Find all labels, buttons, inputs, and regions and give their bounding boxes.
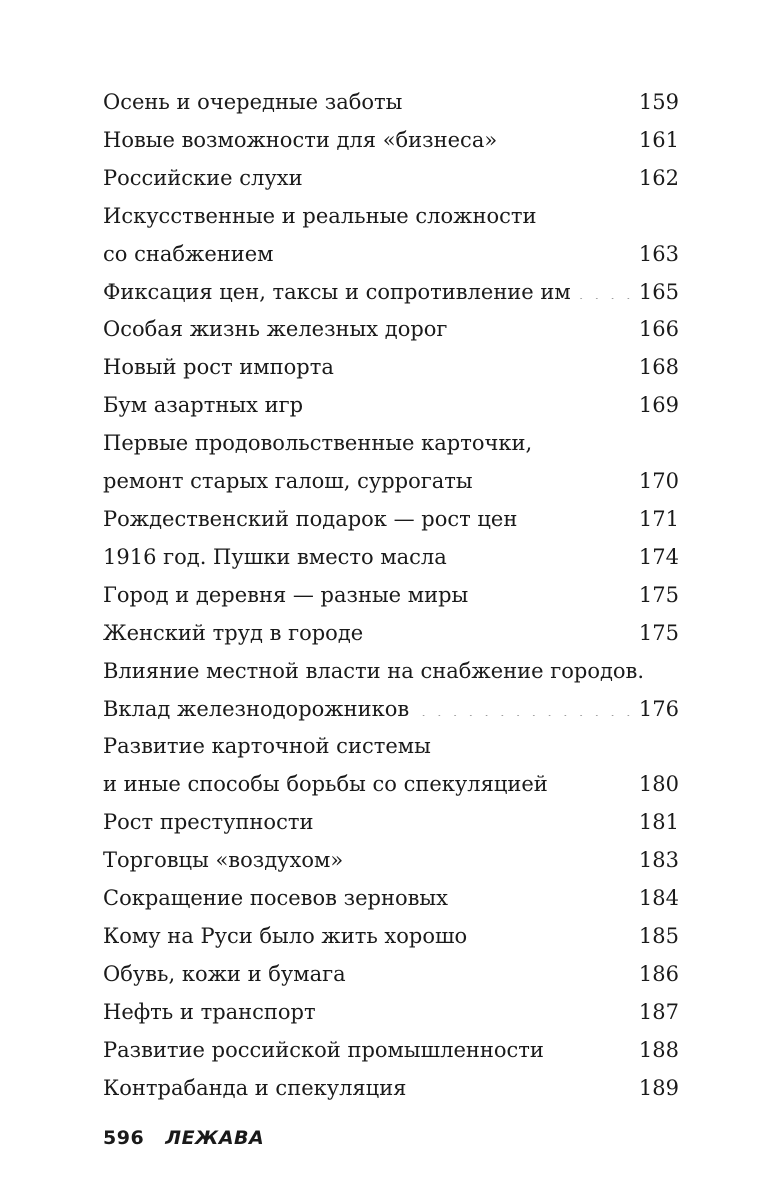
toc-entry-row bbox=[103, 501, 679, 539]
toc-entry-row bbox=[103, 691, 679, 729]
toc-entry-page-number: 181 bbox=[638, 810, 679, 835]
toc-entry-row bbox=[103, 766, 679, 804]
toc-entry-title: Новый рост импорта bbox=[103, 355, 334, 380]
toc-entry-page-number: 171 bbox=[638, 506, 679, 531]
dot-leader bbox=[476, 581, 633, 602]
toc-entry-title: Новые возможности для «бизнеса» bbox=[103, 127, 498, 152]
toc-entry bbox=[103, 1032, 679, 1070]
dot-leader bbox=[417, 695, 633, 716]
dot-leader bbox=[282, 240, 633, 261]
toc-entry-page-number: 176 bbox=[638, 696, 679, 721]
toc-entry-row bbox=[103, 84, 679, 122]
toc-entry-page-number: 161 bbox=[638, 127, 679, 152]
dot-leader bbox=[552, 1036, 633, 1057]
dot-leader bbox=[475, 922, 633, 943]
toc-entry-row bbox=[103, 956, 679, 994]
toc-entry-row bbox=[103, 994, 679, 1032]
footer-author: ЛЕЖАВА bbox=[165, 1127, 265, 1149]
toc-entry-row bbox=[103, 387, 679, 425]
toc-entry-title: Российские слухи bbox=[103, 165, 303, 190]
toc-entry-title: Женский труд в городе bbox=[103, 620, 364, 645]
toc-entry bbox=[103, 349, 679, 387]
toc-entry-title: Контрабанда и спекуляция bbox=[103, 1075, 407, 1100]
dot-leader bbox=[342, 353, 633, 374]
dot-leader bbox=[351, 846, 633, 867]
toc-entry bbox=[103, 956, 679, 994]
dot-leader bbox=[525, 505, 633, 526]
toc-entry-title-line: Влияние местной власти на снабжение городов. bbox=[103, 658, 645, 683]
toc-entry bbox=[103, 198, 679, 274]
dot-leader bbox=[410, 88, 633, 109]
toc-entry-page-number: 165 bbox=[638, 279, 679, 304]
dot-leader bbox=[556, 770, 633, 791]
toc-entry-title: Развитие российской промышленности bbox=[103, 1037, 544, 1062]
toc-entry-page-number: 183 bbox=[638, 848, 679, 873]
toc-entry bbox=[103, 425, 679, 501]
toc-entry-row bbox=[103, 311, 679, 349]
toc-entry-page-number: 168 bbox=[638, 355, 679, 380]
toc-entry bbox=[103, 880, 679, 918]
toc-entry-row bbox=[103, 804, 679, 842]
toc-entry-title: Кому на Руси было жить хорошо bbox=[103, 923, 468, 948]
toc-entry-title: ремонт старых галош, суррогаты bbox=[103, 469, 473, 494]
toc-entry bbox=[103, 1070, 679, 1108]
dot-leader bbox=[456, 884, 633, 905]
toc-entry-row bbox=[103, 918, 679, 956]
toc-entry bbox=[103, 804, 679, 842]
dot-leader bbox=[354, 960, 633, 981]
toc-entry-row bbox=[103, 236, 679, 274]
toc-entry-row bbox=[103, 615, 679, 653]
toc-entry-page-number: 185 bbox=[638, 923, 679, 948]
toc-entry-title: 1916 год. Пушки вместо масла bbox=[103, 544, 447, 569]
toc-entry-title: Вклад железнодорожников bbox=[103, 696, 410, 721]
dot-leader bbox=[324, 998, 633, 1019]
toc-entry bbox=[103, 311, 679, 349]
toc-entry-page-number: 170 bbox=[638, 469, 679, 494]
toc-entry-page-number: 162 bbox=[638, 165, 679, 190]
footer-page-number: 596 bbox=[103, 1127, 145, 1149]
toc-entry bbox=[103, 728, 679, 804]
toc-entry-page-number: 175 bbox=[638, 620, 679, 645]
toc-entry-page-number: 184 bbox=[638, 886, 679, 911]
toc-entry-title: Бум азартных игр bbox=[103, 393, 304, 418]
toc-entry bbox=[103, 501, 679, 539]
toc-entry-title: Осень и очередные заботы bbox=[103, 90, 403, 114]
toc-entry bbox=[103, 274, 679, 312]
toc-entry-row bbox=[103, 880, 679, 918]
dot-leader bbox=[321, 808, 632, 829]
table-of-contents bbox=[103, 84, 679, 1107]
toc-entry-page-number: 180 bbox=[638, 772, 679, 797]
dot-leader bbox=[311, 391, 633, 412]
toc-entry-row bbox=[103, 160, 679, 198]
toc-entry-title: Сокращение посевов зерновых bbox=[103, 886, 448, 911]
toc-entry-title: Рост преступности bbox=[103, 810, 314, 835]
dot-leader bbox=[371, 619, 633, 640]
toc-entry-title: Нефть и транспорт bbox=[103, 999, 316, 1024]
toc-entry bbox=[103, 994, 679, 1032]
dot-leader bbox=[481, 467, 633, 488]
toc-entry-title: со снабжением bbox=[103, 241, 274, 266]
toc-entry bbox=[103, 842, 679, 880]
toc-entry-title-line: Развитие карточной системы bbox=[103, 734, 431, 759]
toc-entry-page-number: 163 bbox=[638, 241, 679, 266]
toc-entry bbox=[103, 539, 679, 577]
toc-entry-title: и иные способы борьбы со спекуляцией bbox=[103, 772, 548, 797]
toc-entry bbox=[103, 653, 679, 729]
toc-entry bbox=[103, 84, 679, 122]
toc-entry-row bbox=[103, 1070, 679, 1108]
toc-entry bbox=[103, 122, 679, 160]
toc-entry-row bbox=[103, 122, 679, 160]
dot-leader bbox=[414, 1074, 632, 1095]
toc-entry-row bbox=[103, 463, 679, 501]
toc-entry-page-number: 169 bbox=[638, 393, 679, 418]
toc-entry-row bbox=[103, 842, 679, 880]
toc-entry bbox=[103, 615, 679, 653]
toc-entry bbox=[103, 918, 679, 956]
dot-leader bbox=[579, 278, 633, 299]
toc-entry-title: Рождественский подарок — рост цен bbox=[103, 506, 518, 531]
dot-leader bbox=[455, 315, 632, 336]
toc-entry-title: Город и деревня — разные миры bbox=[103, 582, 469, 607]
toc-entry-title: Торговцы «воздухом» bbox=[103, 848, 344, 873]
toc-entry-row bbox=[103, 539, 679, 577]
toc-entry bbox=[103, 577, 679, 615]
toc-entry-page-number: 166 bbox=[638, 317, 679, 342]
toc-entry-row bbox=[103, 274, 679, 312]
toc-entry-page-number: 159 bbox=[638, 90, 679, 114]
toc-entry-title-line: Первые продовольственные карточки, bbox=[103, 431, 533, 456]
toc-entry-page-number: 186 bbox=[638, 961, 679, 986]
toc-entry-title-line: Искусственные и реальные сложности bbox=[103, 203, 537, 228]
dot-leader bbox=[505, 126, 633, 147]
toc-entry-row bbox=[103, 349, 679, 387]
toc-entry-page-number: 187 bbox=[638, 999, 679, 1024]
dot-leader bbox=[311, 164, 633, 185]
toc-entry-page-number: 188 bbox=[638, 1037, 679, 1062]
toc-entry-title: Обувь, кожи и бумага bbox=[103, 961, 346, 986]
toc-entry bbox=[103, 160, 679, 198]
toc-entry bbox=[103, 387, 679, 425]
toc-entry-row bbox=[103, 1032, 679, 1070]
toc-entry-row bbox=[103, 577, 679, 615]
running-footer bbox=[103, 1127, 264, 1149]
toc-entry-page-number: 174 bbox=[638, 544, 679, 569]
toc-entry-page-number: 189 bbox=[638, 1075, 679, 1100]
dot-leader bbox=[455, 543, 633, 564]
toc-entry-page-number: 175 bbox=[638, 582, 679, 607]
toc-entry-title: Фиксация цен, таксы и сопротивление им bbox=[103, 279, 571, 304]
toc-entry-title: Особая жизнь железных дорог bbox=[103, 317, 448, 342]
